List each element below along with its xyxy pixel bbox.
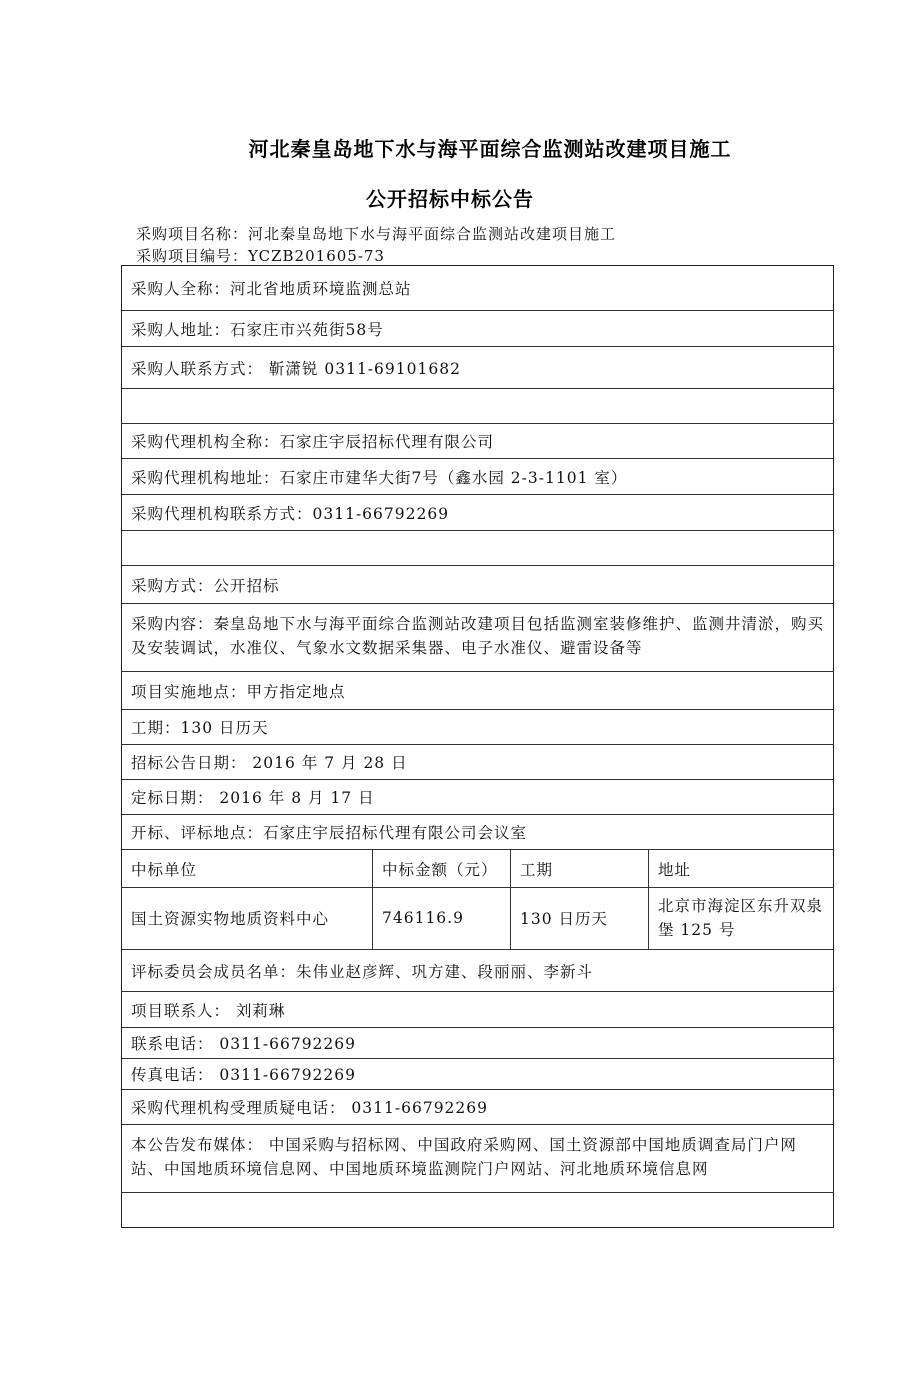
location-row: 项目实施地点：甲方指定地点 <box>121 672 834 710</box>
header-address: 地址 <box>658 860 692 879</box>
agency-name-row: 采购代理机构全称：石家庄宇辰招标代理有限公司 <box>121 424 834 459</box>
header-amount: 中标金额（元） <box>382 860 498 879</box>
document-title: 河北秦皇岛地下水与海平面综合监测站改建项目施工 <box>248 137 732 161</box>
blank-row <box>121 1193 834 1228</box>
committee-row: 评标委员会成员名单：朱伟业赵彦辉、巩方建、段丽丽、李新斗 <box>121 950 834 992</box>
winner-amount: 746116.9 <box>382 909 464 927</box>
winner-table <box>121 850 834 950</box>
winner-duration: 130 日历天 <box>520 910 609 928</box>
project-contact-row: 项目联系人： 刘莉琳 <box>121 992 834 1028</box>
purchaser-name-row: 采购人全称：河北省地质环境监测总站 <box>121 265 834 311</box>
blank-row <box>121 389 834 424</box>
agency-contact-row: 采购代理机构联系方式：0311-66792269 <box>121 495 834 531</box>
announce-date-row: 招标公告日期： 2016 年 7 月 28 日 <box>121 745 834 780</box>
award-date-row: 定标日期： 2016 年 8 月 17 日 <box>121 780 834 815</box>
fax-row: 传真电话： 0311-66792269 <box>121 1059 834 1090</box>
complaint-phone-row: 采购代理机构受理质疑电话： 0311-66792269 <box>121 1090 834 1125</box>
method-row: 采购方式：公开招标 <box>121 566 834 604</box>
agency-address-row: 采购代理机构地址：石家庄市建华大街7号（鑫水园 2-3-1101 室） <box>121 459 834 495</box>
winner-address: 北京市海淀区东升双泉堡 125 号 <box>658 897 824 939</box>
header-duration: 工期 <box>520 860 554 879</box>
purchaser-contact-row: 采购人联系方式： 靳潇锐 0311-69101682 <box>121 347 834 389</box>
purchaser-address-row: 采购人地址：石家庄市兴苑街58号 <box>121 311 834 347</box>
media-row: 本公告发布媒体： 中国采购与招标网、中国政府采购网、国土资源部中国地质调查局门户网站、中国地质环境信息网、中国地质环境监测院门户网站、河北地质环境信息网 <box>121 1125 834 1193</box>
venue-row: 开标、评标地点：石家庄宇辰招标代理有限公司会议室 <box>121 815 834 850</box>
project-name: 采购项目名称：河北秦皇岛地下水与海平面综合监测站改建项目施工 <box>136 225 617 243</box>
phone-row: 联系电话： 0311-66792269 <box>121 1028 834 1059</box>
blank-row <box>121 531 834 566</box>
winner-unit: 国土资源实物地质资料中心 <box>131 910 330 928</box>
document-subtitle: 公开招标中标公告 <box>366 187 534 211</box>
project-number: 采购项目编号：YCZB201605-73 <box>136 247 385 265</box>
duration-row: 工期：130 日历天 <box>121 710 834 745</box>
header-winner: 中标单位 <box>131 860 198 879</box>
content-row: 采购内容：秦皇岛地下水与海平面综合监测站改建项目包括监测室装修维护、监测井清淤，购买及安装调试，水准仪、气象水文数据采集器、电子水准仪、避雷设备等 <box>121 604 834 672</box>
